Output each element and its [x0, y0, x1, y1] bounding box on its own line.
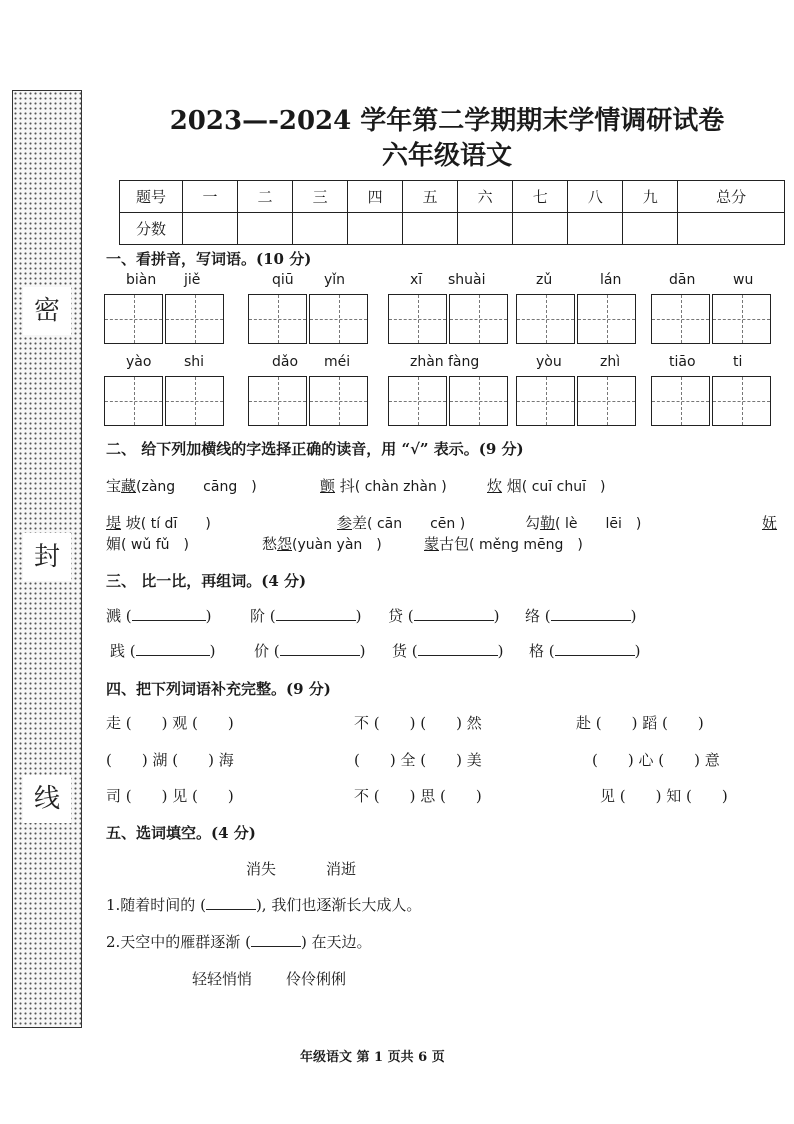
score-cell[interactable]	[403, 213, 458, 245]
idiom-item[interactable]: 赴 ( ) 蹈 ( )	[576, 714, 704, 732]
score-header-cell: 总分	[678, 181, 785, 213]
reading-item: 参差( cān cēn )	[337, 514, 466, 532]
idiom-item[interactable]: 见 ( ) 知 ( )	[600, 787, 728, 805]
paren-open: (	[125, 642, 136, 660]
pinyin-label: biàn	[126, 272, 157, 288]
pinyin-label: zǔ	[536, 272, 553, 288]
idiom-item[interactable]: ( ) 全 ( ) 美	[354, 751, 482, 769]
tianzige-box[interactable]	[309, 294, 368, 344]
score-cell[interactable]	[678, 213, 785, 245]
compare-item	[388, 605, 500, 626]
tianzige-box[interactable]	[577, 376, 636, 426]
page-footer: 年级语文 第 1 页共 6 页	[300, 1050, 445, 1065]
score-header-cell: 五	[403, 181, 458, 213]
compare-char: 络	[525, 607, 541, 625]
section-4-heading: 四、把下列词语补充完整。(9 分)	[106, 680, 331, 698]
tianzige-box[interactable]	[104, 294, 163, 344]
tianzige-box[interactable]	[449, 294, 508, 344]
writing-grid	[248, 376, 368, 428]
score-cell[interactable]	[293, 213, 348, 245]
score-header-cell: 一	[183, 181, 238, 213]
score-header-cell: 七	[513, 181, 568, 213]
reading-options[interactable]: ( wǔ fǔ )	[121, 537, 189, 553]
pinyin-label: shi	[184, 354, 205, 370]
compare-char: 货	[392, 642, 408, 660]
paren-open: (	[269, 642, 280, 660]
tianzige-box[interactable]	[248, 294, 307, 344]
reading-item: 炊 烟( cuī chuī )	[487, 477, 606, 495]
tianzige-box[interactable]	[309, 376, 368, 426]
idiom-item[interactable]: 不 ( ) 思 ( )	[354, 787, 482, 805]
word-option: 消失	[246, 860, 277, 878]
tianzige-box[interactable]	[651, 376, 710, 426]
answer-blank[interactable]	[414, 606, 494, 621]
answer-blank[interactable]	[551, 606, 631, 621]
reading-item: 愁怨(yuàn yàn )	[262, 535, 382, 553]
tianzige-box[interactable]	[388, 376, 447, 426]
tianzige-box[interactable]	[388, 294, 447, 344]
tianzige-box[interactable]	[516, 294, 575, 344]
pinyin-label: dǎo	[272, 354, 299, 370]
pinyin-label: yòu	[536, 354, 562, 370]
answer-blank[interactable]	[206, 895, 256, 910]
writing-grid	[651, 294, 771, 346]
tianzige-box[interactable]	[248, 376, 307, 426]
paren-open: (	[544, 642, 555, 660]
score-cell[interactable]	[623, 213, 678, 245]
reading-item: 堤 坡( tí dī )	[106, 514, 211, 532]
reading-options[interactable]: ( cān cēn )	[367, 516, 466, 532]
compare-item	[250, 605, 362, 626]
tianzige-box[interactable]	[516, 376, 575, 426]
compare-char: 溅	[106, 607, 122, 625]
reading-item-char-wu: 妩	[762, 514, 778, 532]
section-2-heading: 二、 给下列加横线的字选择正确的读音，用 “√” 表示。(9 分)	[106, 440, 524, 458]
word-option: 消逝	[326, 860, 357, 878]
pinyin-label: qiū	[272, 272, 294, 288]
score-header-cell: 题号	[120, 181, 183, 213]
reading-item: 蒙古包( měng mēng )	[424, 535, 583, 553]
paren-close: )	[493, 607, 500, 625]
reading-options[interactable]: (zàng cāng )	[136, 479, 257, 495]
score-cell[interactable]	[513, 213, 568, 245]
section-5-heading: 五、选词填空。(4 分)	[106, 824, 256, 842]
seal-label-mi: 密	[23, 287, 71, 335]
answer-blank[interactable]	[276, 606, 356, 621]
reading-options[interactable]: ( lè lēi )	[555, 516, 642, 532]
pinyin-label: dān	[669, 272, 696, 288]
paren-open: (	[265, 607, 276, 625]
idiom-item[interactable]: 走 ( ) 观 ( )	[106, 714, 234, 732]
writing-grid	[104, 294, 224, 346]
pinyin-label: jiě	[184, 272, 201, 288]
idiom-item[interactable]: 不 ( ) ( ) 然	[354, 714, 482, 732]
score-header-cell: 四	[348, 181, 403, 213]
exam-subtitle: 六年级语文	[381, 141, 512, 171]
reading-item: 勾勒( lè lēi )	[525, 514, 642, 532]
pinyin-label: fàng	[448, 354, 480, 370]
tianzige-box[interactable]	[165, 294, 224, 344]
tianzige-box[interactable]	[577, 294, 636, 344]
word-option: 轻轻悄悄	[192, 970, 253, 988]
score-header-cell: 九	[623, 181, 678, 213]
reading-item: 颤 抖( chàn zhàn )	[320, 477, 447, 495]
compare-char: 践	[110, 642, 126, 660]
score-header-cell: 八	[568, 181, 623, 213]
score-cell[interactable]	[183, 213, 238, 245]
tianzige-box[interactable]	[712, 376, 771, 426]
paren-close: )	[209, 642, 216, 660]
idiom-item[interactable]: ( ) 湖 ( ) 海	[106, 751, 234, 769]
idiom-item[interactable]: 司 ( ) 见 ( )	[106, 787, 234, 805]
reading-options[interactable]: (yuàn yàn )	[292, 537, 382, 553]
section-1-heading: 一、看拼音，写词语。(10 分)	[106, 250, 312, 268]
score-cell[interactable]	[568, 213, 623, 245]
fill-question-2: 2.天空中的雁群逐渐 ( ) 在天边。	[106, 933, 372, 951]
answer-blank[interactable]	[555, 641, 635, 656]
compare-item	[106, 605, 212, 626]
seal-label-xian: 线	[23, 775, 71, 823]
paren-close: )	[355, 607, 362, 625]
score-cell[interactable]	[458, 213, 513, 245]
paren-open: (	[407, 642, 418, 660]
pinyin-label: zhàn	[410, 354, 444, 370]
paren-close: )	[497, 642, 504, 660]
reading-options[interactable]: ( měng mēng )	[469, 537, 583, 553]
writing-grid	[388, 294, 508, 346]
score-cell[interactable]	[238, 213, 293, 245]
paren-open: (	[121, 607, 132, 625]
score-table	[119, 180, 785, 245]
pinyin-label: tiāo	[669, 354, 696, 370]
pinyin-label: yào	[126, 354, 152, 370]
fill-question-1: 1.随着时间的 ( ), 我们也逐渐长大成人。	[106, 896, 422, 914]
writing-grid	[248, 294, 368, 346]
score-header-cell: 六	[458, 181, 513, 213]
tianzige-box[interactable]	[712, 294, 771, 344]
compare-char: 价	[254, 642, 270, 660]
tianzige-box[interactable]	[165, 376, 224, 426]
writing-grid	[104, 376, 224, 428]
pinyin-label: yǐn	[324, 272, 346, 288]
writing-grid	[516, 376, 636, 428]
reading-options[interactable]: ( tí dī )	[140, 516, 211, 532]
pinyin-label: méi	[324, 354, 351, 370]
binding-strip	[12, 90, 82, 1028]
compare-item	[529, 640, 641, 661]
section-3-heading: 三、 比一比，再组词。(4 分)	[106, 572, 307, 590]
exam-title: 2023—-2024 学年第二学期期末学情调研试卷	[169, 106, 725, 136]
compare-item	[392, 640, 504, 661]
seal-label-feng: 封	[23, 533, 71, 581]
compare-item	[254, 640, 366, 661]
idiom-item[interactable]: ( ) 心 ( ) 意	[592, 751, 720, 769]
pinyin-label: wu	[733, 272, 754, 288]
answer-blank[interactable]	[132, 606, 206, 621]
score-cell[interactable]	[348, 213, 403, 245]
pinyin-label: zhì	[600, 354, 621, 370]
writing-grid	[651, 376, 771, 428]
reading-item: 媚( wǔ fǔ )	[106, 535, 189, 553]
tianzige-box[interactable]	[449, 376, 508, 426]
score-row-label: 分数	[120, 213, 183, 245]
pinyin-label: lán	[600, 272, 622, 288]
score-header-cell: 二	[238, 181, 293, 213]
word-option: 伶伶俐俐	[286, 970, 347, 988]
paren-open: (	[403, 607, 414, 625]
compare-item	[525, 605, 637, 626]
paren-close: )	[205, 607, 212, 625]
reading-options[interactable]: ( cuī chuī )	[521, 479, 606, 495]
score-table-header-row	[120, 181, 785, 213]
pinyin-label: shuài	[448, 272, 486, 288]
pinyin-label: ti	[733, 354, 743, 370]
paren-close: )	[359, 642, 366, 660]
tianzige-box[interactable]	[651, 294, 710, 344]
reading-item: 宝藏(zàng cāng )	[106, 477, 257, 495]
paren-close: )	[630, 607, 637, 625]
score-header-cell: 三	[293, 181, 348, 213]
compare-char: 格	[529, 642, 545, 660]
paren-close: )	[634, 642, 641, 660]
reading-options[interactable]: ( chàn zhàn )	[354, 479, 447, 495]
answer-blank[interactable]	[251, 932, 301, 947]
compare-char: 贷	[388, 607, 404, 625]
answer-blank[interactable]	[136, 641, 210, 656]
answer-blank[interactable]	[280, 641, 360, 656]
compare-item	[110, 640, 216, 661]
writing-grid	[516, 294, 636, 346]
writing-grid	[388, 376, 508, 428]
pinyin-label: xī	[410, 272, 423, 288]
paren-open: (	[540, 607, 551, 625]
compare-char: 阶	[250, 607, 266, 625]
tianzige-box[interactable]	[104, 376, 163, 426]
score-table-score-row	[120, 213, 785, 245]
answer-blank[interactable]	[418, 641, 498, 656]
